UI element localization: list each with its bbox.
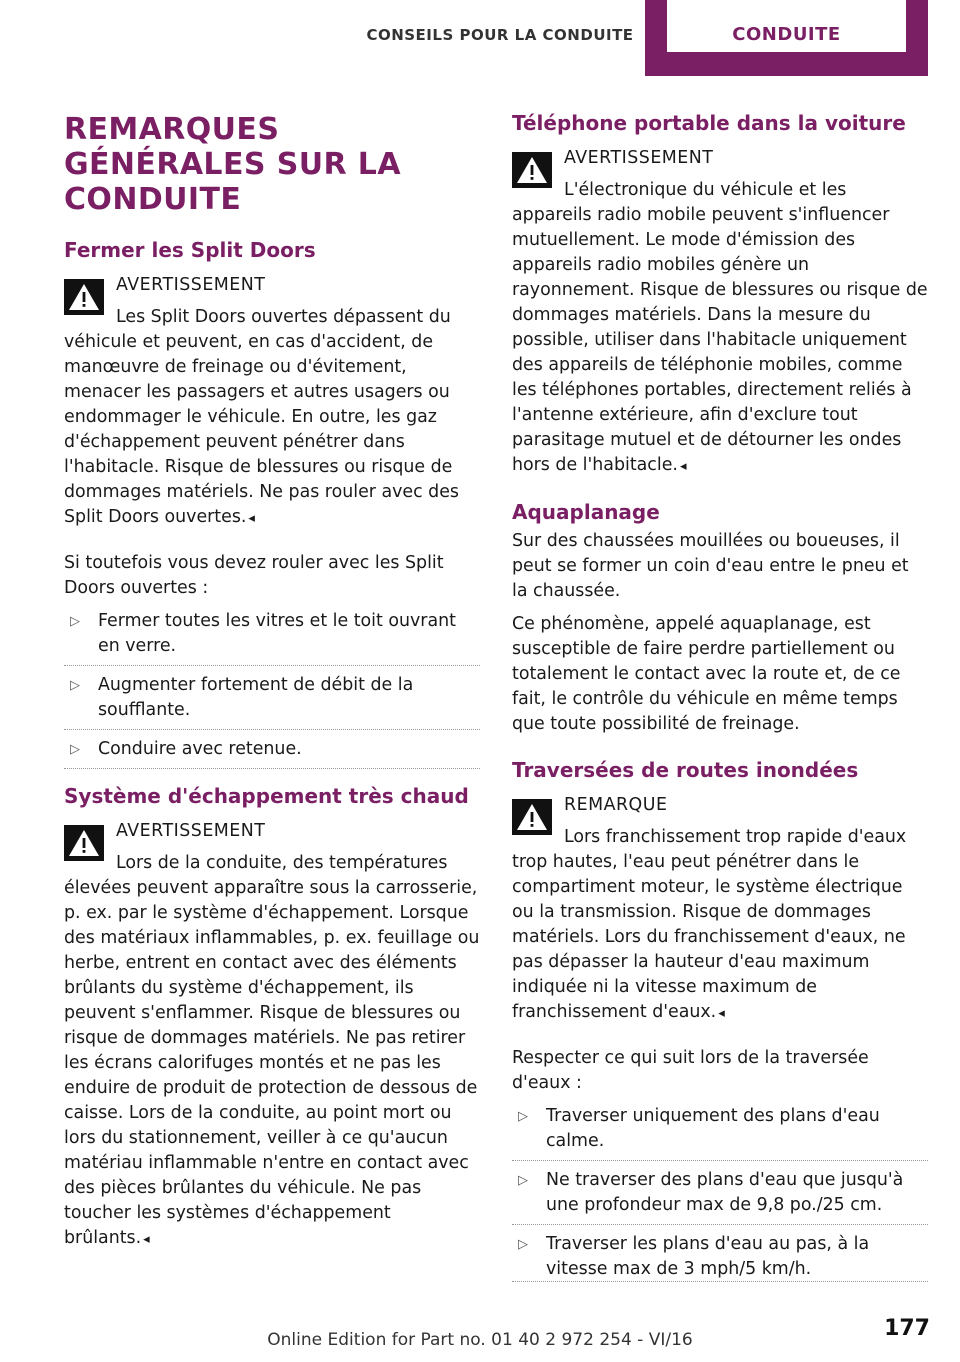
- warning-block-phone: [512, 146, 928, 479]
- bullet-icon: ▷: [70, 678, 80, 693]
- bullet-icon: ▷: [70, 614, 80, 629]
- warning-label: AVERTISSEMENT: [116, 821, 266, 841]
- heading-aquaplaning: Aquaplanage: [512, 500, 660, 524]
- page-title: REMARQUES GÉNÉRALES SUR LA CONDUITE: [64, 112, 401, 217]
- heading-split-doors: Fermer les Split Doors: [64, 238, 316, 262]
- warning-label: AVERTISSEMENT: [564, 148, 714, 168]
- list-item: ▷ Traverser uniquement des plans d'eau calme.: [512, 1104, 928, 1161]
- heading-exhaust: Système d'échappement très chaud: [64, 784, 469, 808]
- bullet-icon: ▷: [518, 1237, 528, 1252]
- section-title: CONSEILS POUR LA CONDUITE: [366, 26, 634, 44]
- flooded-intro: Respecter ce qui suit lors de la traversée d'eaux :: [512, 1048, 869, 1093]
- list-item: ▷ Fermer toutes les vitres et le toit ouvrant en verre.: [64, 609, 480, 666]
- warning-block-exhaust: [64, 819, 480, 1252]
- list-item: ▷ Conduire avec retenue.: [64, 737, 480, 769]
- end-marker-icon: ◂: [143, 1232, 150, 1247]
- warning-triangle-icon: [512, 799, 552, 835]
- chapter-tab[interactable]: [645, 0, 928, 76]
- end-marker-icon: ◂: [718, 1006, 725, 1021]
- right-column: [512, 110, 928, 1296]
- split-doors-intro: Si toutefois vous devez rouler avec les Split Doors ouvertes :: [64, 553, 444, 598]
- list-item: ▷ Traverser les plans d'eau au pas, à la vitesse max de 3 mph/5 km/h.: [512, 1232, 928, 1282]
- list-item: ▷ Ne traverser des plans d'eau que jusqu'à une profondeur max de 9,8 po./25 cm.: [512, 1168, 928, 1225]
- warning-triangle-icon: [64, 825, 104, 861]
- page-number: 177: [884, 1316, 930, 1341]
- warning-text: Les Split Doors ouvertes dépassent du véhicule et peuvent, en cas d'accident, de manœuvre de freinage ou d'évitement, menacer les passagers et autres usagers ou endommager le véhicule. En outre, les gaz d'échappement peuvent pénétrer dans l'habitacle. Risque de blessures ou risque de dommages matériels. Ne pas rouler avec des Split Doors ouvertes.: [64, 307, 459, 527]
- note-text: Lors franchissement trop rapide d'eaux trop hautes, l'eau peut pénétrer dans le compartiment moteur, le système électrique ou la transmission. Risque de dommages matériels. Lors du franchissement d'eaux, ne pas dépasser la hauteur d'eau maximum indiquée ni la vitesse maximum de franchissement d'eaux.: [512, 827, 907, 1022]
- aquaplaning-para-2: Ce phénomène, appelé aquaplanage, est susceptible de faire perdre partiellement ou totalement le contact avec la route et, de ce fait, le contrôle du véhicule en même temps que toute possibilité de freinage.: [512, 614, 901, 734]
- note-block-flooded: [512, 793, 928, 1026]
- end-marker-icon: ◂: [679, 459, 687, 474]
- warning-triangle-icon: [512, 152, 552, 188]
- heading-phone: Téléphone portable dans la voiture: [512, 111, 906, 135]
- warning-label: AVERTISSEMENT: [116, 275, 266, 295]
- chapter-tab-label: CONDUITE: [667, 0, 906, 52]
- end-marker-icon: ◂: [248, 511, 255, 526]
- warning-triangle-icon: [64, 279, 104, 315]
- aquaplaning-para-1: Sur des chaussées mouillées ou boueuses, il peut se former un coin d'eau entre le pneu et la chaussée.: [512, 531, 909, 601]
- flooded-list: [512, 1104, 928, 1282]
- split-doors-list: [64, 609, 480, 769]
- left-column: [64, 112, 480, 1260]
- bullet-icon: ▷: [70, 742, 80, 757]
- note-label: REMARQUE: [564, 795, 668, 815]
- list-item: ▷ Augmenter fortement de débit de la soufflante.: [64, 673, 480, 730]
- warning-text: Lors de la conduite, des températures élevées peuvent apparaître sous la carrosserie, p. ex. par le système d'échappement. Lorsque des matériaux inflammables, p. ex. feuillage ou herbe, entrent en contact avec des éléments brûlants du système d'échappement, ils peuvent s'enflammer. Risque de blessures ou risque de dommages matériels. Ne pas retirer les écrans calorifuges montés et ne pas les enduire de produit de protection de dessous de caisse. Lors de la conduite, au point mort ou lors du stationnement, veiller à ce qu'aucun matériau inflammable n'entre en contact avec des pièces brûlantes du véhicule. Ne pas toucher les systèmes d'échappement brûlants.: [64, 853, 480, 1248]
- bullet-icon: ▷: [518, 1109, 528, 1124]
- edition-footer: Online Edition for Part no. 01 40 2 972 254 - VI/16: [267, 1330, 693, 1350]
- warning-block-split-doors: [64, 273, 480, 531]
- heading-flooded-roads: Traversées de routes inondées: [512, 758, 859, 782]
- bullet-icon: ▷: [518, 1173, 528, 1188]
- warning-text: L'électronique du véhicule et les appareils radio mobile peuvent s'influencer mutuellement. Le mode d'émission des appareils radio mobiles génère un rayonnement. Risque de blessures ou risque de dommages matériels. Dans la mesure du possible, utiliser dans l'habitacle uniquement des appareils de téléphonie mobiles, comme les téléphones portables, directement reliés à l'antenne extérieure, afin d'exclure tout parasitage mutuel et de détourner les ondes hors de l'habitacle.: [512, 180, 928, 475]
